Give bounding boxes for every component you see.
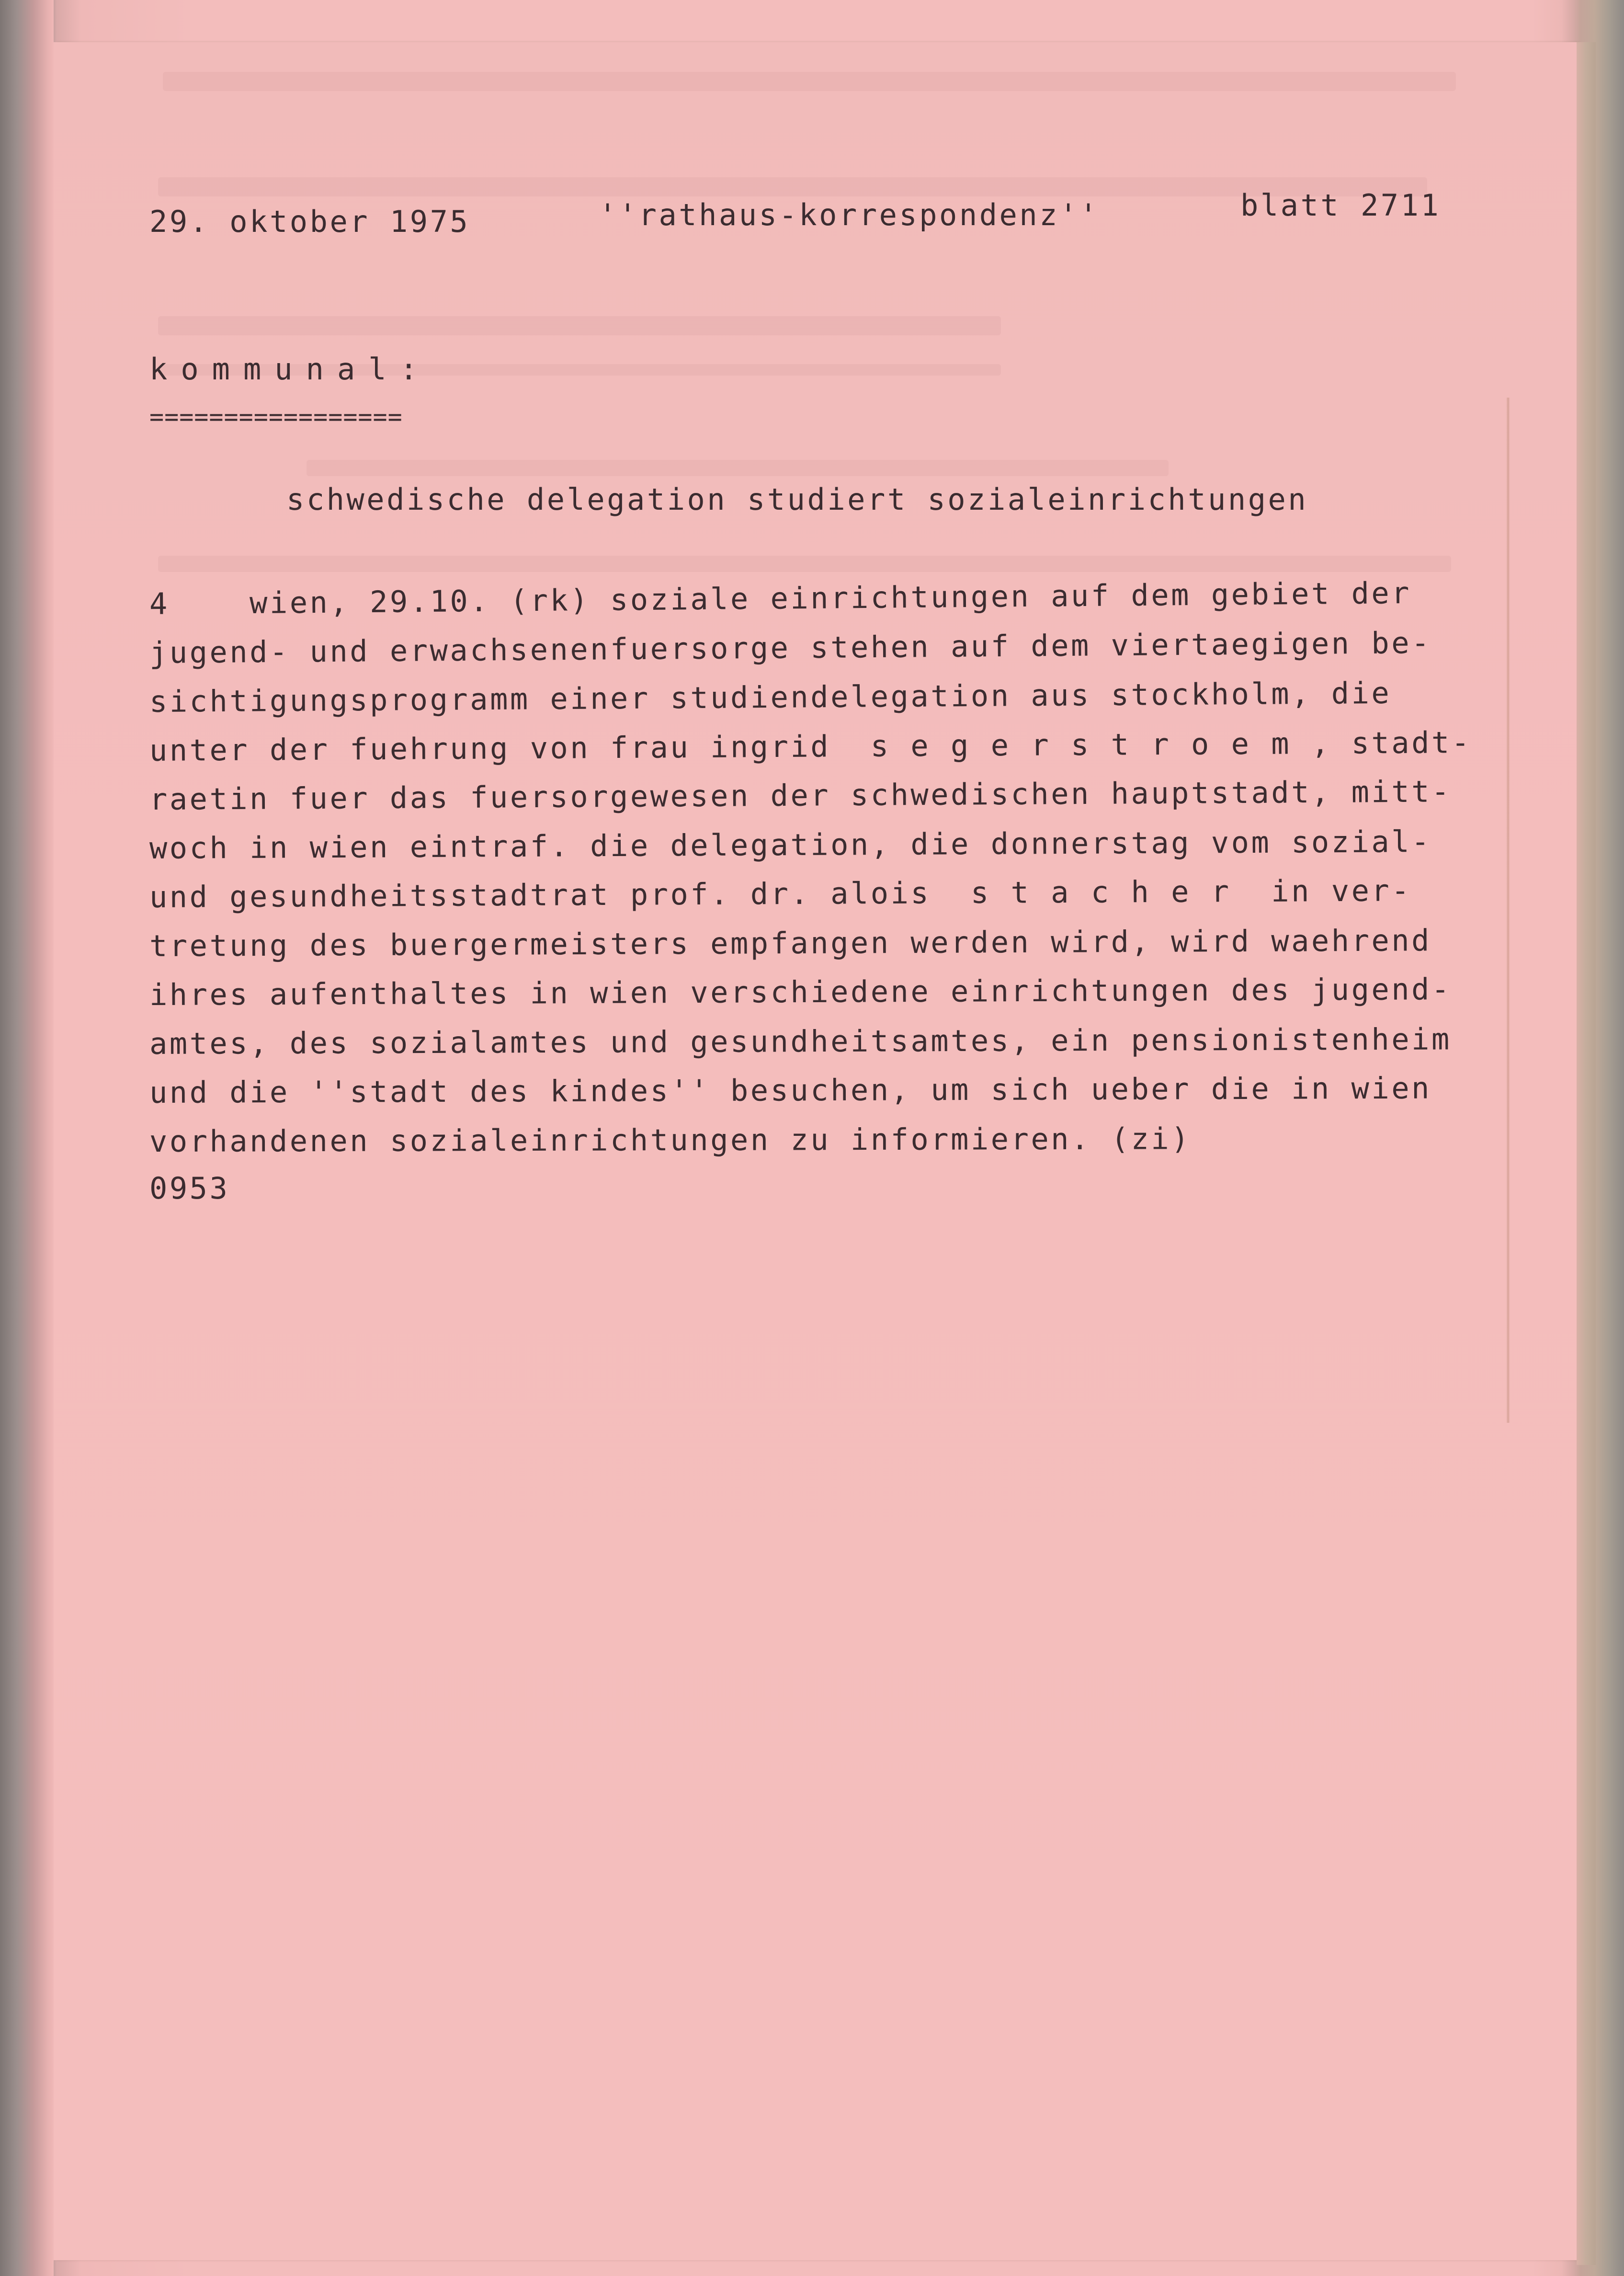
left-page-edge [0, 0, 54, 2276]
article-line: woch in wien eintraf. die delegation, die donnerstag vom sozial- [149, 823, 1432, 866]
show-through [163, 72, 1456, 91]
article-line: sichtigungsprogramm einer studiendelegation aus stockholm, die [149, 675, 1392, 719]
show-through [158, 316, 1001, 335]
document-number: 0953 [149, 1171, 230, 1206]
header-date: 29. oktober 1975 [149, 204, 470, 239]
section-underline: ================= [149, 403, 403, 431]
article-line: vorhandenen sozialeinrichtungen zu informieren. (zi) [149, 1121, 1192, 1159]
article-line: und gesundheitsstadtrat prof. dr. alois s t a c h e r in ver- [149, 873, 1412, 915]
header-sheet-number: blatt 2711 [1240, 188, 1441, 223]
article-line: und die ''stadt des kindes'' besuchen, um sich ueber die in wien [149, 1070, 1432, 1110]
article-line: 4 wien, 29.10. (rk) soziale einrichtungen auf dem gebiet der [149, 575, 1412, 621]
page-stack-edge [1577, 42, 1596, 2265]
show-through [158, 177, 1427, 196]
article-line: ihres aufenthaltes in wien verschiedene einrichtungen des jugend- [149, 972, 1452, 1012]
article-line: tretung des buergermeisters empfangen werden wird, wird waehrend [149, 923, 1432, 963]
article-headline: schwedische delegation studiert sozialeinrichtungen [286, 482, 1308, 517]
article-line: unter der fuehrung von frau ingrid s e g e r s t r o e m , stadt- [149, 725, 1472, 768]
article-line: raetin fuer das fuersorgewesen der schwedischen hauptstadt, mitt- [149, 774, 1452, 817]
article-line: jugend- und erwachsenenfuersorge stehen auf dem viertaegigen be- [149, 625, 1432, 670]
article-line: amtes, des sozialamtes und gesundheitsamtes, ein pensionistenheim [149, 1021, 1452, 1061]
header-publication-title: ''rathaus-korrespondenz'' [599, 197, 1100, 232]
show-through [307, 460, 1169, 476]
binding-mark [1506, 398, 1510, 1423]
article-body [149, 575, 1490, 1166]
section-label: kommunal: [149, 352, 431, 387]
